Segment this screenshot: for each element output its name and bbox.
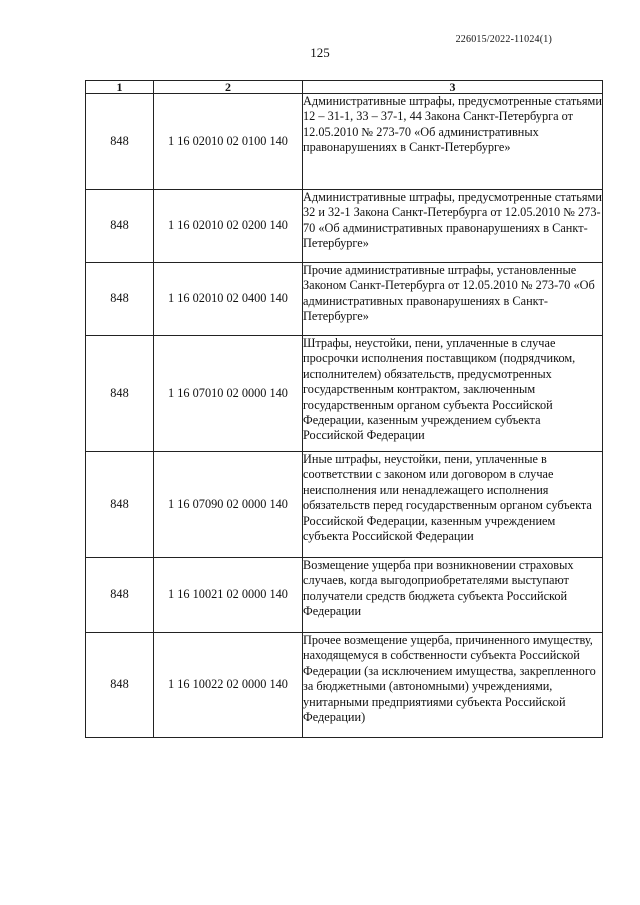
description-cell: Штрафы, неустойки, пени, уплаченные в случае просрочки исполнения поставщиком (подрядчиком, исполнителем) обязательств, предусмотренных государственным контрактом, заключенным государственным органом субъекта Российской Федерации, казенным учреждением субъекта Российской Федерации [303, 336, 603, 452]
table-row [86, 336, 603, 452]
admin-code-cell: 848 [86, 633, 154, 738]
admin-code-cell: 848 [86, 190, 154, 263]
budget-code-cell: 1 16 02010 02 0200 140 [154, 190, 303, 263]
budget-code-cell: 1 16 10021 02 0000 140 [154, 558, 303, 633]
page-number: 125 [310, 45, 330, 60]
admin-code-cell: 848 [86, 94, 154, 190]
admin-code-cell: 848 [86, 558, 154, 633]
table-row [86, 452, 603, 558]
table-row [86, 558, 603, 633]
admin-code-cell: 848 [86, 263, 154, 336]
admin-code-cell: 848 [86, 336, 154, 452]
description-cell: Прочие административные штрафы, установленные Законом Санкт-Петербурга от 12.05.2010 № 273-70 «Об административных правонарушениях в Санкт-Петербурге» [303, 263, 603, 336]
description-cell: Административные штрафы, предусмотренные статьями 32 и 32-1 Закона Санкт-Петербурга от 12.05.2010 № 273-70 «Об административных правонарушениях в Санкт-Петербурге» [303, 190, 603, 263]
budget-code-cell: 1 16 07010 02 0000 140 [154, 336, 303, 452]
table-row [86, 633, 603, 738]
description-cell: Иные штрафы, неустойки, пени, уплаченные в соответствии с законом или договором в случае неисполнения или ненадлежащего исполнения обязательств перед государственным органом субъекта Российской Федерации, казенным учреждением субъекта Российской Федерации [303, 452, 603, 558]
table-row [86, 263, 603, 336]
table-header-row [86, 81, 603, 94]
column-header-2: 2 [154, 81, 303, 94]
budget-codes-table [85, 80, 603, 738]
column-header-3: 3 [303, 81, 603, 94]
description-cell: Возмещение ущерба при возникновении страховых случаев, когда выгодоприобретателями выступают получатели средств бюджета субъекта Российской Федерации [303, 558, 603, 633]
budget-code-cell: 1 16 02010 02 0400 140 [154, 263, 303, 336]
budget-code-cell: 1 16 10022 02 0000 140 [154, 633, 303, 738]
budget-code-cell: 1 16 02010 02 0100 140 [154, 94, 303, 190]
admin-code-cell: 848 [86, 452, 154, 558]
table-row [86, 190, 603, 263]
table-row [86, 94, 603, 190]
description-cell: Прочее возмещение ущерба, причиненного имуществу, находящемуся в собственности субъекта Российской Федерации (за исключением имущества, закрепленного за бюджетными (автономными) учреждениями, унитарными предприятиями субъекта Российской Федерации) [303, 633, 603, 738]
column-header-1: 1 [86, 81, 154, 94]
document-id: 226015/2022-11024(1) [455, 34, 552, 45]
description-cell: Административные штрафы, предусмотренные статьями 12 – 31-1, 33 – 37-1, 44 Закона Санкт-Петербурга от 12.05.2010 № 273-70 «Об административных правонарушениях в Санкт-Петербурге» [303, 94, 603, 190]
budget-code-cell: 1 16 07090 02 0000 140 [154, 452, 303, 558]
